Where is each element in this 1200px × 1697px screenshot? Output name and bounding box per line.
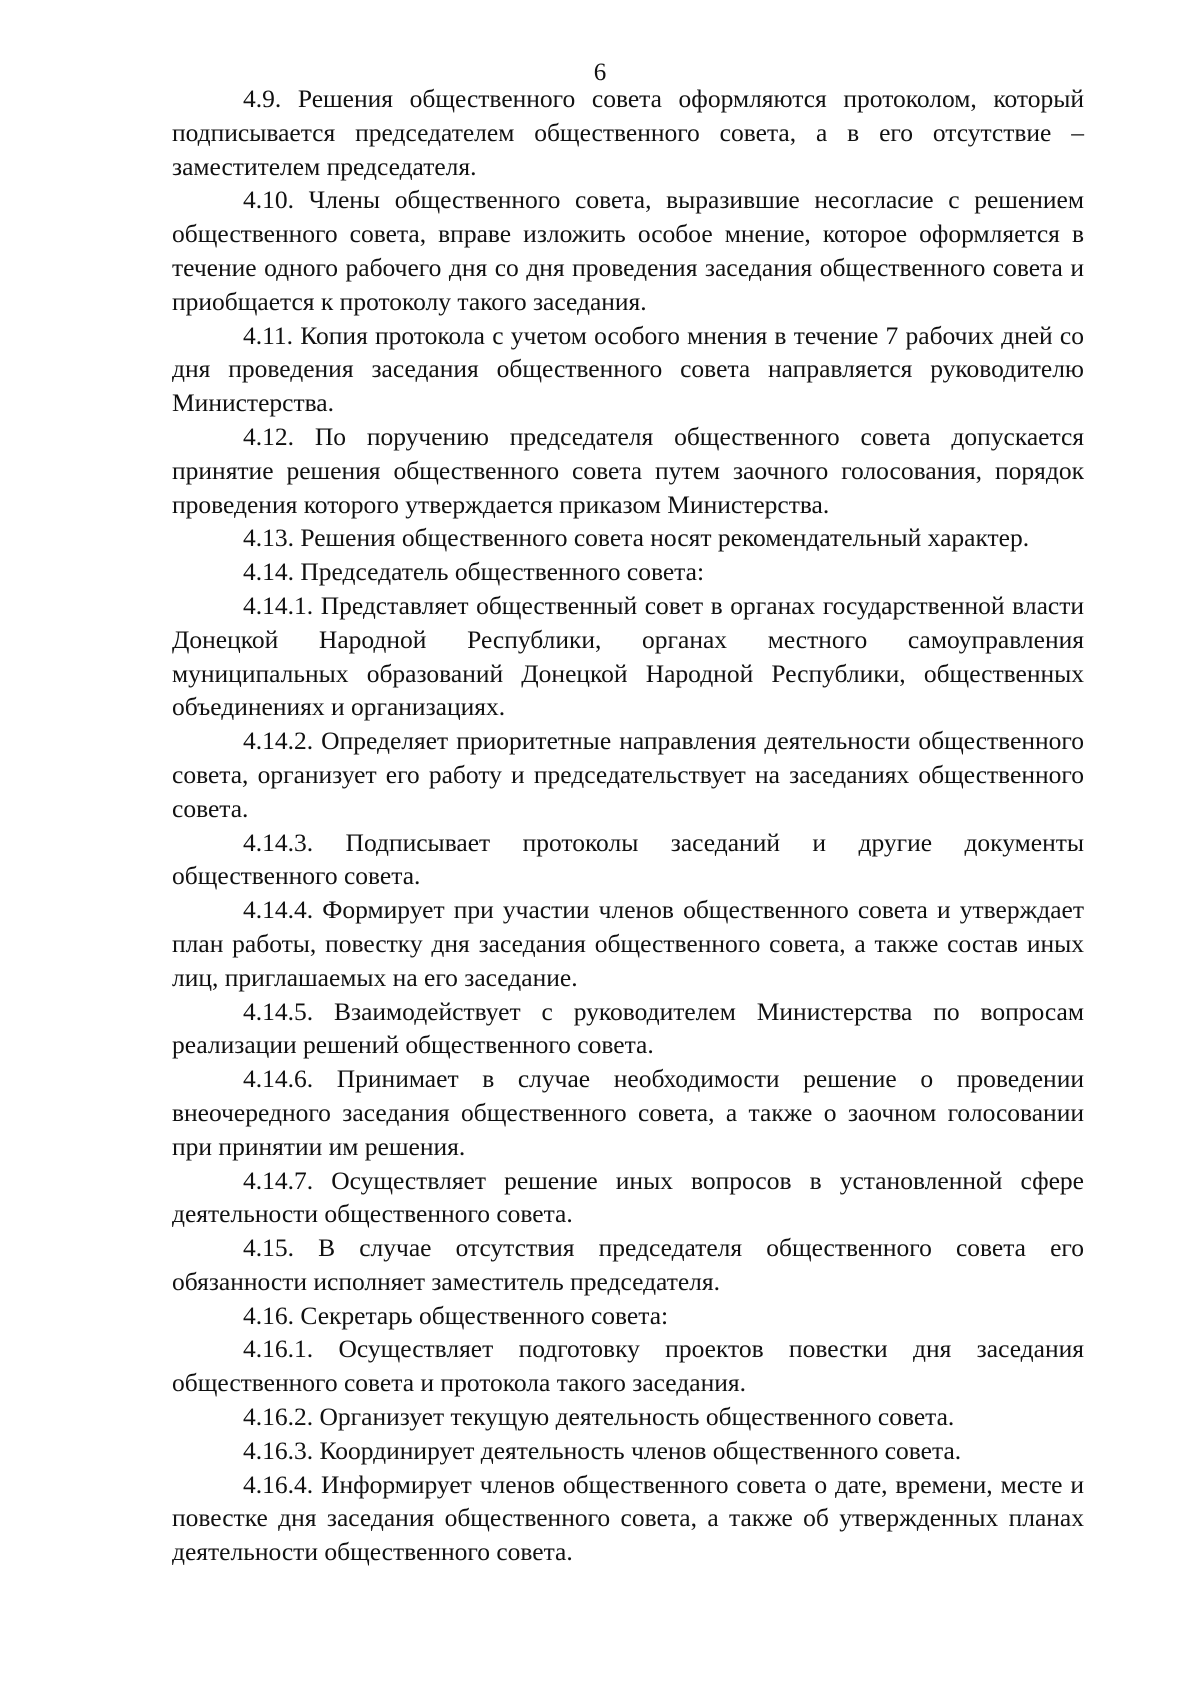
paragraph-4-14-7: 4.14.7. Осуществляет решение иных вопросов в установленной сфере деятельности общественного совета. [172,1165,1084,1229]
paragraph-4-10: 4.10. Члены общественного совета, выразившие несогласие с решением общественного совета, вправе изложить особое мнение, которое оформляется в течение одного рабочего дня со дня проведения заседания общественного совета и приобщается к протоколу такого заседания. [172,185,1084,316]
page-number: 6 [593,59,607,86]
paragraph-4-14-2: 4.14.2. Определяет приоритетные направления деятельности общественного совета, организует его работу и председательствует на заседаниях общественного совета. [172,726,1084,823]
paragraph-4-14-6: 4.14.6. Принимает в случае необходимости решение о проведении внеочередного заседания общественного совета, а также о заочном голосовании при принятии им решения. [172,1064,1084,1161]
paragraph-4-16-2: 4.16.2. Организует текущую деятельность общественного совета. [243,1402,955,1432]
paragraph-4-16: 4.16. Секретарь общественного совета: [243,1300,669,1330]
paragraph-4-14-3: 4.14.3. Подписывает протоколы заседаний и другие документы общественного совета. [172,827,1084,891]
paragraph-4-14-1: 4.14.1. Представляет общественный совет в органах государственной власти Донецкой Народной Республики, органах местного самоуправления муниципальных образований Донецкой Народной Республики, общественных объединениях и организациях. [172,590,1084,722]
paragraph-4-14: 4.14. Председатель общественного совета: [243,557,705,587]
paragraph-4-9: 4.9. Решения общественного совета оформляются протоколом, который подписывается председателем общественного совета, а в его отсутствие – заместителем председателя. [172,84,1084,181]
paragraph-4-14-4: 4.14.4. Формирует при участии членов общественного совета и утверждает план работы, повестку дня заседания общественного совета, а также состав иных лиц, приглашаемых на его заседание. [172,895,1084,992]
document-body [172,82,1084,1569]
paragraph-4-12: 4.12. По поручению председателя общественного совета допускается принятие решения общественного совета путем заочного голосования, порядок проведения которого утверждается приказом Министерства. [172,421,1084,519]
paragraph-4-16-1: 4.16.1. Осуществляет подготовку проектов повестки дня заседания общественного совета и протокола такого заседания. [172,1334,1084,1398]
paragraph-4-14-5: 4.14.5. Взаимодействует с руководителем Министерства по вопросам реализации решений общественного совета. [172,996,1084,1060]
paragraph-4-15: 4.15. В случае отсутствия председателя общественного совета его обязанности исполняет заместитель председателя. [172,1233,1084,1296]
paragraph-4-13: 4.13. Решения общественного совета носят рекомендательный характер. [243,523,1030,553]
paragraph-4-16-4: 4.16.4. Информирует членов общественного совета о дате, времени, месте и повестке дня заседания общественного совета, а также об утвержденных планах деятельности общественного совета. [172,1469,1084,1567]
paragraph-4-11: 4.11. Копия протокола с учетом особого мнения в течение 7 рабочих дней со дня проведения заседания общественного совета направляется руководителю Министерства. [172,320,1084,418]
paragraph-4-16-3: 4.16.3. Координирует деятельность членов общественного совета. [243,1435,962,1465]
